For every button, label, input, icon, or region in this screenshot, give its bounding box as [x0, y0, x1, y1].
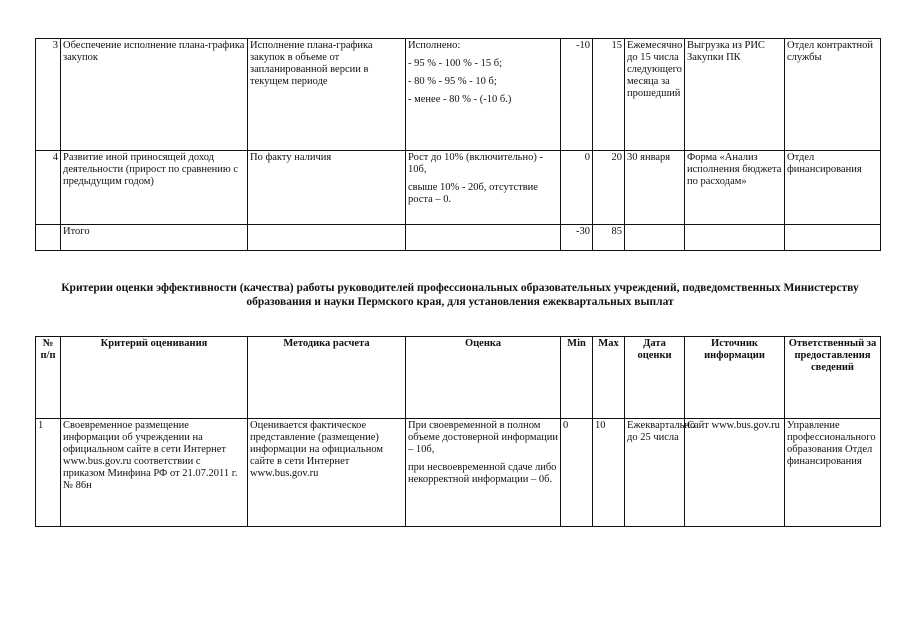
- method-cell: Исполнение плана-графика закупок в объеме от запланированной версии в текущем периоде: [248, 39, 406, 151]
- header-row: [36, 337, 881, 419]
- score-line: При своевременной в полном объеме достоверной информации – 10б,: [408, 420, 558, 455]
- score-line: - менее - 80 % - (-10 б.): [408, 94, 512, 105]
- min-cell: 0: [561, 151, 593, 225]
- min-cell: 0: [561, 419, 593, 527]
- total-label: Итого: [61, 225, 248, 251]
- header-date: Дата оценки: [625, 337, 685, 419]
- header-score: Оценка: [406, 337, 561, 419]
- score-line: - 95 % - 100 % - 15 б;: [408, 58, 502, 69]
- header-number: № п/п: [36, 337, 61, 419]
- date-cell: Ежемесячно до 15 числа следующего месяца за прошедший: [625, 39, 685, 151]
- row-number: 1: [36, 419, 61, 527]
- total-min: -30: [561, 225, 593, 251]
- table-row: [36, 151, 881, 225]
- total-row: [36, 225, 881, 251]
- criteria-table-top: [35, 38, 881, 251]
- responsible-cell: Отдел финансирования: [785, 151, 881, 225]
- responsible-cell: Отдел контрактной службы: [785, 39, 881, 151]
- criterion-cell: Своевременное размещение информации об учреждении на официальном сайте в сети Интернет www.bus.gov.ru соответствии с приказом Минфина РФ от 21.07.2011 г. № 86н: [61, 419, 248, 527]
- method-cell: Оценивается фактическое представление (размещение) информации на официальном сайте в сети Интернет www.bus.gov.ru: [248, 419, 406, 527]
- header-max: Max: [593, 337, 625, 419]
- score-cell: [406, 39, 561, 151]
- score-line: свыше 10% - 20б, отсутствие роста – 0.: [408, 182, 538, 205]
- max-cell: 15: [593, 39, 625, 151]
- row-number: 3: [36, 39, 61, 151]
- score-cell: [406, 151, 561, 225]
- date-cell: Ежеквартально до 25 числа: [625, 419, 685, 527]
- score-line: Рост до 10% (включительно) - 10б,: [408, 152, 543, 175]
- criteria-table-bottom: [35, 336, 881, 527]
- section-heading: Критерии оценки эффективности (качества) работы руководителей профессиональных образовательных учреждений, подведомственных Министерству образования и науки Пермского края, для установления ежеквартальных выплат: [61, 282, 859, 308]
- max-cell: 10: [593, 419, 625, 527]
- total-max: 85: [593, 225, 625, 251]
- score-line: при несвоевременной сдаче либо некорректной информации – 0б.: [408, 462, 557, 485]
- header-criterion: Критерий оценивания: [61, 337, 248, 419]
- date-cell: 30 января: [625, 151, 685, 225]
- score-line: - 80 % - 95 % - 10 б;: [408, 76, 497, 87]
- header-min: Min: [561, 337, 593, 419]
- header-source: Источник информации: [685, 337, 785, 419]
- header-method: Методика расчета: [248, 337, 406, 419]
- criterion-cell: Обеспечение исполнение плана-графика закупок: [61, 39, 248, 151]
- max-cell: 20: [593, 151, 625, 225]
- score-cell: [406, 419, 561, 527]
- table-row: [36, 39, 881, 151]
- criterion-cell: Развитие иной приносящей доход деятельности (прирост по сравнению с предыдущим годом): [61, 151, 248, 225]
- source-cell: Выгрузка из РИС Закупки ПК: [685, 39, 785, 151]
- min-cell: -10: [561, 39, 593, 151]
- header-responsible: Ответственный за предоставления сведений: [785, 337, 881, 419]
- row-number: 4: [36, 151, 61, 225]
- source-cell: Сайт www.bus.gov.ru: [685, 419, 785, 527]
- responsible-cell: Управление профессионального образования Отдел финансирования: [785, 419, 881, 527]
- source-cell: Форма «Анализ исполнения бюджета по расходам»: [685, 151, 785, 225]
- table-row: [36, 419, 881, 527]
- method-cell: По факту наличия: [248, 151, 406, 225]
- score-line: Исполнено:: [408, 40, 461, 51]
